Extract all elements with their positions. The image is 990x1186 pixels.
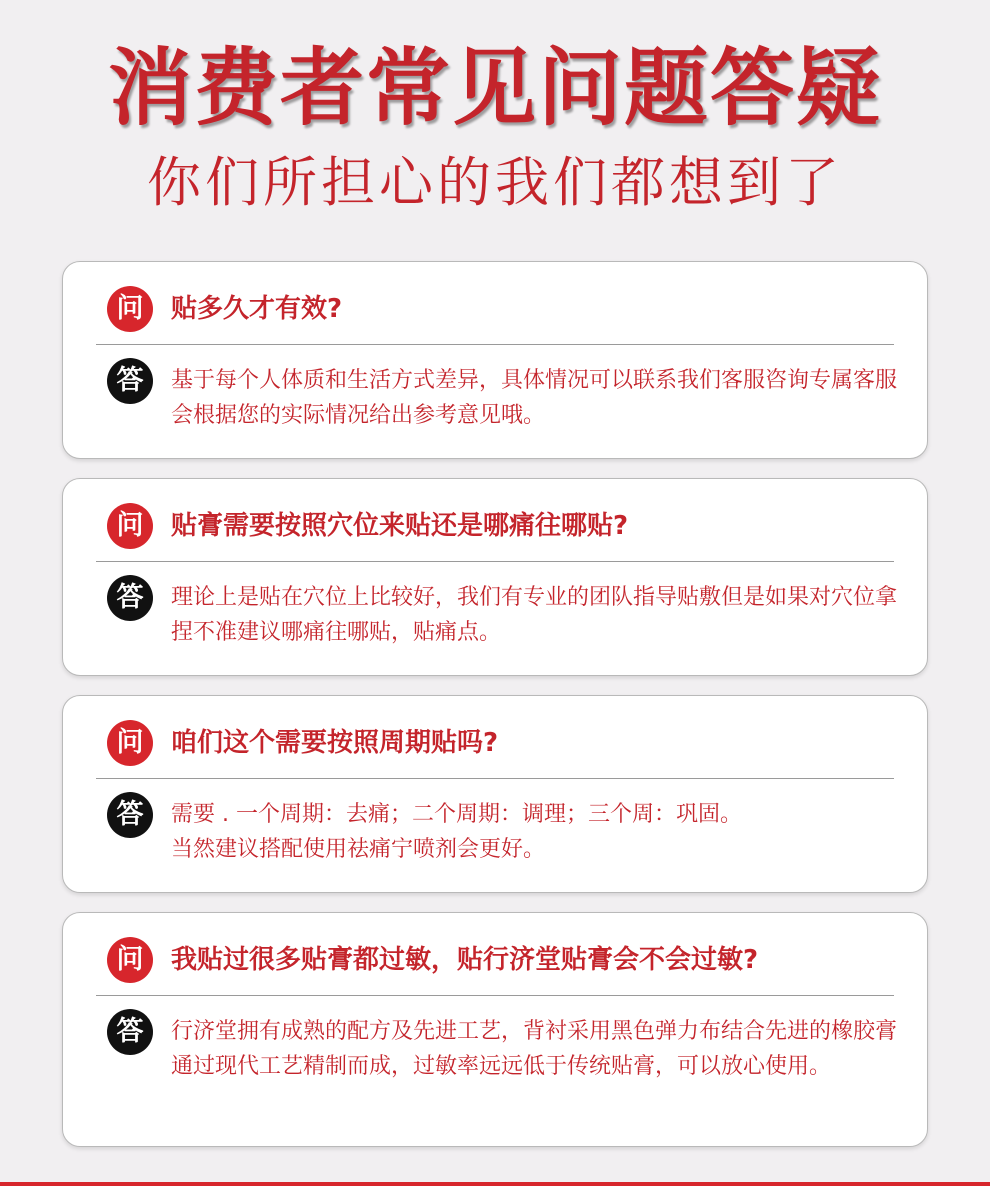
faq-question: 我贴过很多贴膏都过敏，贴行济堂贴膏会不会过敏?: [171, 945, 759, 975]
faq-card: [62, 695, 928, 893]
divider: [96, 344, 894, 345]
faq-answer-line: 当然建议搭配使用祛痛宁喷剂会更好。: [171, 837, 546, 862]
answer-badge: 答: [107, 575, 153, 621]
question-badge: 问: [107, 503, 153, 549]
question-badge: 问: [107, 720, 153, 766]
faq-answer: [171, 797, 899, 867]
faq-answer: 基于每个人体质和生活方式差异，具体情况可以联系我们客服咨询专属客服会根据您的实际情况给出参考意见哦。: [171, 368, 898, 428]
faq-question: 贴膏需要按照穴位来贴还是哪痛往哪贴?: [171, 511, 629, 541]
header: [0, 0, 990, 240]
answer-badge: 答: [107, 358, 153, 404]
faq-card: [62, 478, 928, 676]
divider: [96, 995, 894, 996]
answer-badge: 答: [107, 1009, 153, 1055]
divider: [96, 778, 894, 779]
faq-answer: 行济堂拥有成熟的配方及先进工艺，背衬采用黑色弹力布结合先进的橡胶膏通过现代工艺精制而成，过敏率远远低于传统贴膏，可以放心使用。: [171, 1019, 898, 1079]
bottom-accent-bar: [0, 1182, 990, 1186]
faq-answer: 理论上是贴在穴位上比较好，我们有专业的团队指导贴敷但是如果对穴位拿捏不准建议哪痛往哪贴，贴痛点。: [171, 585, 898, 645]
faq-question: 咱们这个需要按照周期贴吗?: [171, 728, 499, 758]
faq-card: [62, 261, 928, 459]
page-subtitle: 你们所担心的我们都想到了: [147, 151, 843, 214]
divider: [96, 561, 894, 562]
question-badge: 问: [107, 937, 153, 983]
page-title: 消费者常见问题答疑: [107, 39, 882, 137]
faq-question: 贴多久才有效?: [171, 294, 343, 324]
faq-card: [62, 912, 928, 1147]
answer-badge: 答: [107, 792, 153, 838]
question-badge: 问: [107, 286, 153, 332]
faq-answer-line: 需要 . 一个周期：去痛；二个周期：调理；三个周：巩固。: [171, 802, 742, 827]
